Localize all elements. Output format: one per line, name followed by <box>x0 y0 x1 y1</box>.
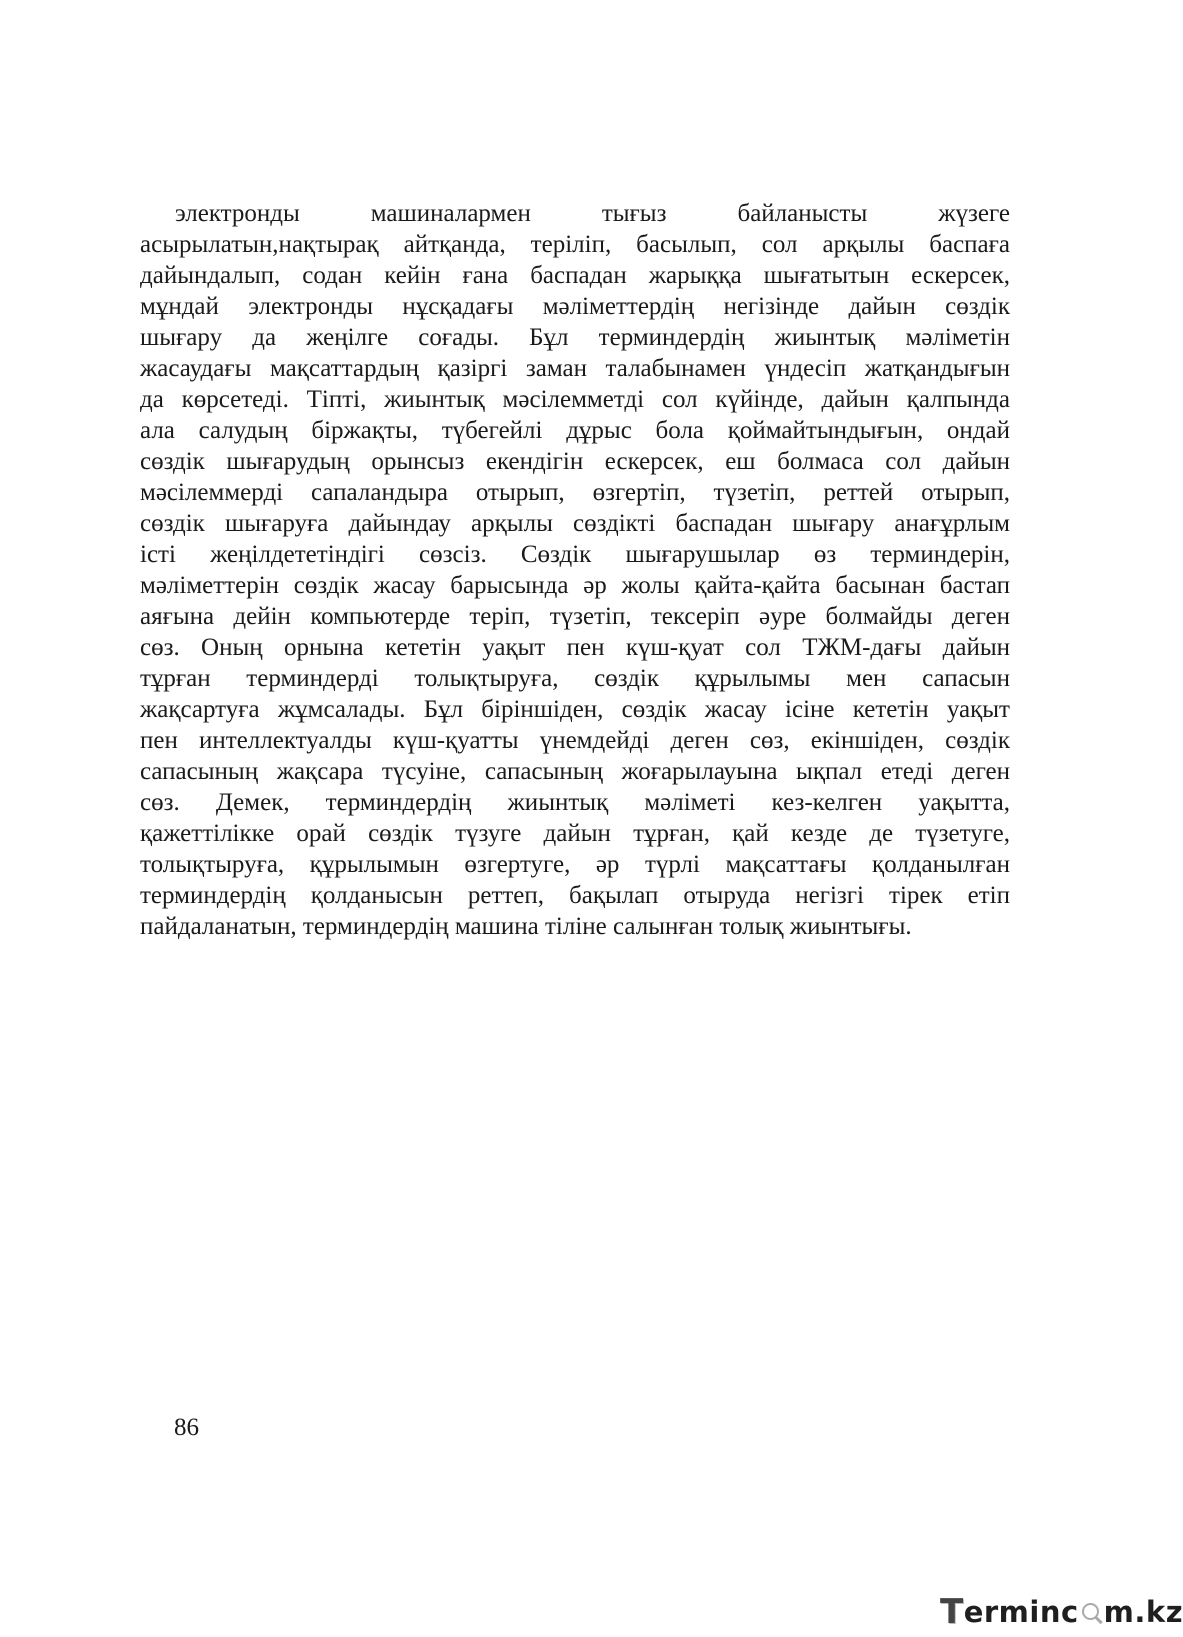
text-line: пен интеллектуалды күш-қуатты үнемдейді деген сөз, екіншіден, сөздік <box>140 727 1010 754</box>
text-line: дайындалып, содан кейін ғана баспадан жарыққа шығатытын ескерсек, <box>140 262 1010 289</box>
text-line: жақсартуға жұмсалады. Бұл біріншіден, сөздік жасау ісіне кететін уақыт <box>140 696 1010 723</box>
text-line: қажеттілікке орай сөздік түзуге дайын тұрған, қай кезде де түзетуге, <box>140 820 1010 847</box>
text-line: сөз. Демек, терминдердің жиынтық мәліметі кез-келген уақытта, <box>140 789 1010 816</box>
text-line: шығару да жеңілге соғады. Бұл терминдердің жиынтық мәліметін <box>140 324 1010 351</box>
text-line: сөздік шығарудың орынсыз екендігін ескерсек, еш болмаса сол дайын <box>140 448 1010 475</box>
text-line: электронды машиналармен тығыз байланысты жүзеге <box>175 200 1010 227</box>
text-line: істі жеңілдететіндігі сөзсіз. Сөздік шығарушылар өз терминдерін, <box>140 541 1010 568</box>
site-watermark <box>940 1592 1183 1632</box>
body-paragraph <box>140 198 1010 942</box>
text-line: сөз. Оның орнына кететін уақыт пен күш-қуат сол ТЖМ-дағы дайын <box>140 634 1010 661</box>
watermark-first-letter: T <box>940 1592 964 1632</box>
text-line: мәсілеммерді сапаландыра отырып, өзгертіп, түзетіп, реттей отырып, <box>140 479 1010 506</box>
magnifier-icon <box>1081 1601 1103 1623</box>
text-line: да көрсетеді. Тіпті, жиынтық мәсілемметді сол күйінде, дайын қалпында <box>140 386 1010 413</box>
text-line: ала салудың біржақты, түбегейлі дұрыс бола қоймайтындығын, ондай <box>140 417 1010 444</box>
text-line: сөздік шығаруға дайындау арқылы сөздікті баспадан шығару анағұрлым <box>140 510 1010 537</box>
watermark-text-part2: m.kz <box>1103 1595 1183 1629</box>
text-line: толықтыруға, құрылымын өзгертуге, әр түрлі мақсаттағы қолданылған <box>140 851 1010 878</box>
text-line: тұрған терминдерді толықтыруға, сөздік құрылымы мен сапасын <box>140 665 1010 692</box>
text-line: терминдердің қолданысын реттеп, бақылап отыруда негізгі тірек етіп <box>140 882 1010 909</box>
watermark-text-part1: erminc <box>963 1595 1079 1629</box>
text-line: мәліметтерін сөздік жасау барысында әр жолы қайта-қайта басынан бастап <box>140 572 1010 599</box>
text-line: сапасының жақсара түсуіне, сапасының жоғарылауына ықпал етеді деген <box>140 758 1010 785</box>
text-line: асырылатын,нақтырақ айтқанда, теріліп, басылып, сол арқылы баспаға <box>140 231 1010 258</box>
text-line: пайдаланатын, терминдердің машина тіліне салынған толық жиынтығы. <box>140 913 912 940</box>
text-line: мұндай электронды нұсқадағы мәліметтердің негізінде дайын сөздік <box>140 293 1010 320</box>
text-line: жасаудағы мақсаттардың қазіргі заман талабынамен үндесіп жатқандығын <box>140 355 1010 382</box>
page-number: 86 <box>174 1414 199 1441</box>
text-line: аяғына дейін компьютерде теріп, түзетіп, тексеріп әуре болмайды деген <box>140 603 1010 630</box>
